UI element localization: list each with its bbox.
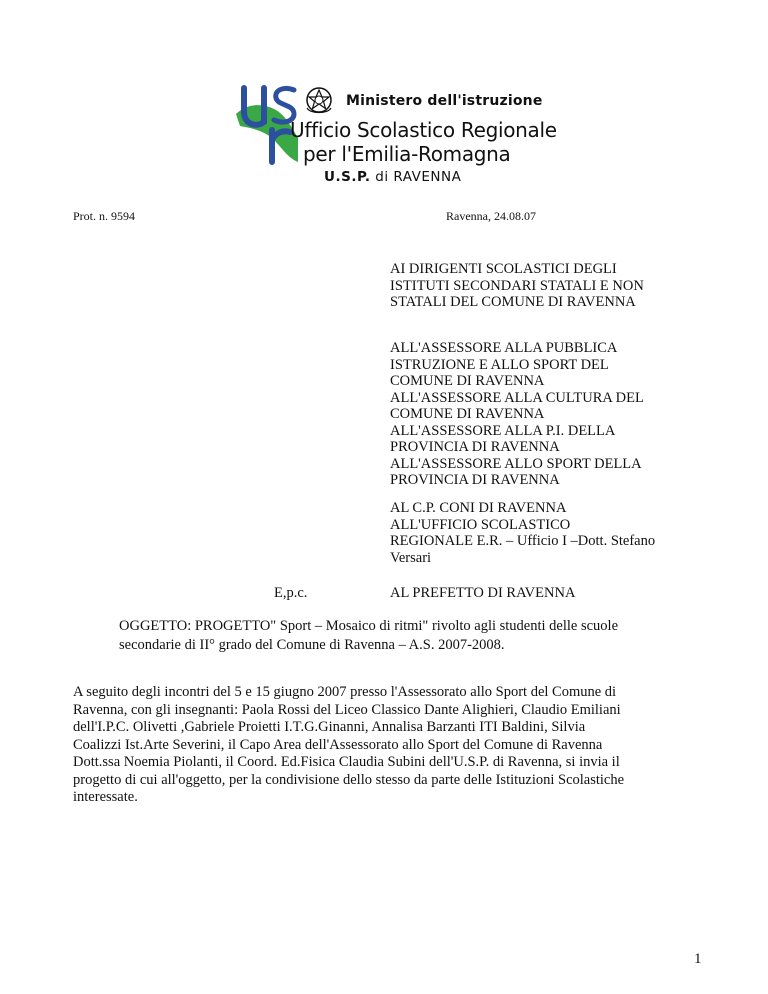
body-line: Dott.ssa Noemia Piolanti, il Coord. Ed.Fisica Claudia Subini dell'U.S.P. di Ravenna, si invia il xyxy=(73,754,620,770)
recipient-line: REGIONALE E.R. – Ufficio I –Dott. Stefano xyxy=(390,533,656,549)
recipient-line: STATALI DEL COMUNE DI RAVENNA xyxy=(390,294,636,310)
recipient-line: COMUNE DI RAVENNA xyxy=(390,406,545,422)
body-line: dell'I.P.C. Olivetti ,Gabriele Proietti I.T.G.Ginanni, Annalisa Barzanti ITI Baldini, Silvia xyxy=(73,719,586,735)
recipients-group-3 xyxy=(390,500,720,566)
body-line: Ravenna, con gli insegnanti: Paola Rossi del Liceo Classico Dante Alighieri, Claudio Emiliani xyxy=(73,701,621,718)
usp-heading xyxy=(324,169,461,185)
body-line: progetto di cui all'oggetto, per la condivisione dello stesso da parte delle Istituzioni Scolastiche xyxy=(73,771,625,788)
recipient-line: AL C.P. CONI DI RAVENNA xyxy=(390,500,567,516)
recipient-line: ALL'ASSESSORE ALLA PUBBLICA xyxy=(390,340,618,356)
page-number: 1 xyxy=(694,951,702,967)
ministry-name: Ministero dell'istruzione xyxy=(346,93,543,109)
recipient-line: COMUNE DI RAVENNA xyxy=(390,373,545,389)
recipient-line: ALL'ASSESSORE ALLA P.I. DELLA xyxy=(390,422,616,439)
cc-recipient: AL PREFETTO DI RAVENNA xyxy=(390,585,576,601)
subject xyxy=(119,617,679,654)
recipient-line: PROVINCIA DI RAVENNA xyxy=(390,472,560,488)
subject-line: secondarie di II° grado del Comune di Ravenna – A.S. 2007-2008. xyxy=(119,636,505,653)
body-paragraph xyxy=(73,684,703,807)
recipient-line: ISTRUZIONE E ALLO SPORT DEL xyxy=(390,356,609,373)
recipient-line: ALL'ASSESSORE ALLO SPORT DELLA xyxy=(390,455,642,472)
recipient-line: PROVINCIA DI RAVENNA xyxy=(390,439,560,455)
cc-label: E,p.c. xyxy=(274,585,308,601)
recipients-group-2 xyxy=(390,340,720,489)
place-date: Ravenna, 24.08.07 xyxy=(446,209,536,223)
protocol-number: Prot. n. 9594 xyxy=(73,209,136,223)
usp-city: di RAVENNA xyxy=(370,169,462,185)
body-line: A seguito degli incontri del 5 e 15 giugno 2007 presso l'Assessorato allo Sport del Comune di xyxy=(73,684,617,700)
republic-emblem-icon xyxy=(307,88,331,113)
body-line: interessate. xyxy=(73,789,138,805)
recipients-group-1 xyxy=(390,261,720,311)
recipient-line: ALL'ASSESSORE ALLA CULTURA DEL xyxy=(390,389,644,406)
recipient-line: ALL'UFFICIO SCOLASTICO xyxy=(390,516,571,533)
office-name-line2: per l'Emilia-Romagna xyxy=(303,142,511,166)
body-line: Coalizzi Ist.Arte Severini, il Capo Area dell'Assessorato allo Sport del Comune di Ravenna xyxy=(73,736,603,753)
usp-abbr: U.S.P. xyxy=(324,169,371,185)
recipient-line: AI DIRIGENTI SCOLASTICI DEGLI xyxy=(390,261,617,277)
recipient-line: Versari xyxy=(390,549,432,566)
recipient-line: ISTITUTI SECONDARI STATALI E NON xyxy=(390,277,644,294)
subject-line: OGGETTO: PROGETTO" Sport – Mosaico di ritmi" rivolto agli studenti delle scuole xyxy=(119,618,619,634)
office-name-line1: Ufficio Scolastico Regionale xyxy=(290,118,557,142)
